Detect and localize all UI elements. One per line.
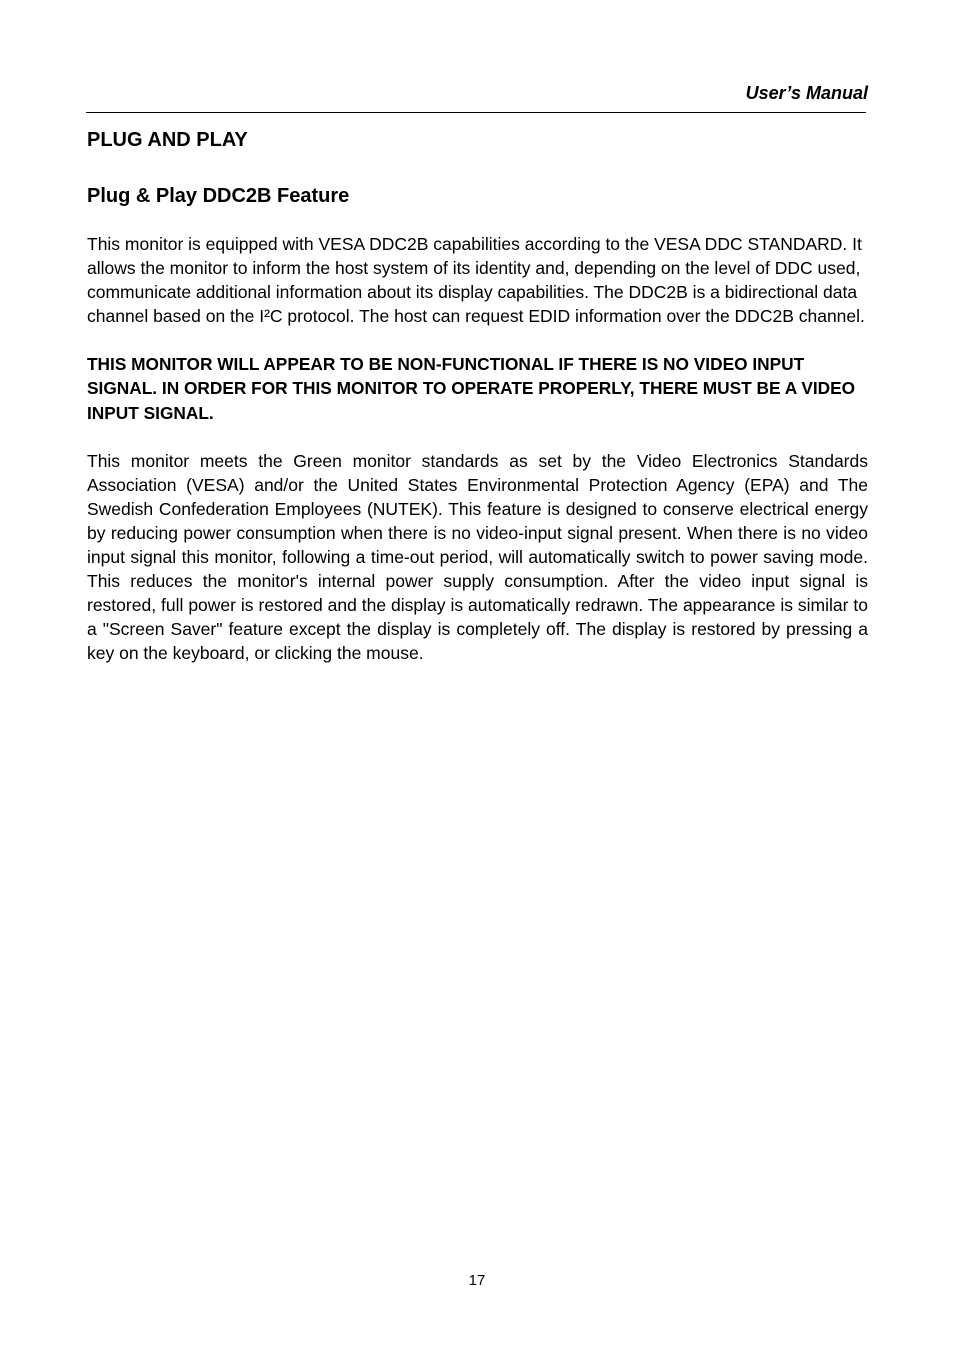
page-number: 17	[468, 1272, 486, 1289]
page-content	[87, 126, 868, 666]
subsection-title: Plug & Play DDC2B Feature	[87, 185, 350, 207]
video-signal-warning: THIS MONITOR WILL APPEAR TO BE NON-FUNCTIONAL IF THERE IS NO VIDEO INPUT SIGNAL. IN ORDER FOR THIS MONITOR TO OPERATE PROPERLY, THERE MUST BE A VIDEO INPUT SIGNAL.	[87, 354, 856, 423]
section-title: PLUG AND PLAY	[87, 129, 248, 151]
header-divider	[86, 112, 866, 113]
power-saving-paragraph: This monitor meets the Green monitor standards as set by the Video Electronics Standards Association (VESA) and/or the United States Environmental Protection Agency (EPA) and The Swedish Confederation Employees (NUTEK). This feature is designed to conserve electrical energy by reducing power consumption when there is no video-input signal present. When there is no video input signal this monitor, following a time-out period, will automatically switch to power saving mode. This reduces the monitor's internal power supply consumption. After the video input signal is restored, full power is restored and the display is automatically redrawn. The appearance is similar to a "Screen Saver" feature except the display is completely off. The display is restored by pressing a key on the keyboard, or clicking the mouse.	[87, 450, 868, 664]
header-title: User’s Manual	[745, 83, 868, 103]
ddc2b-description-paragraph: This monitor is equipped with VESA DDC2B capabilities according to the VESA DDC STANDARD. It allows the monitor to inform the host system of its identity and, depending on the level of DDC used, communicate additional information about its display capabilities. The DDC2B is a bidirectional data channel based on the I²C protocol. The host can request EDID information over the DDC2B channel.	[87, 234, 865, 327]
